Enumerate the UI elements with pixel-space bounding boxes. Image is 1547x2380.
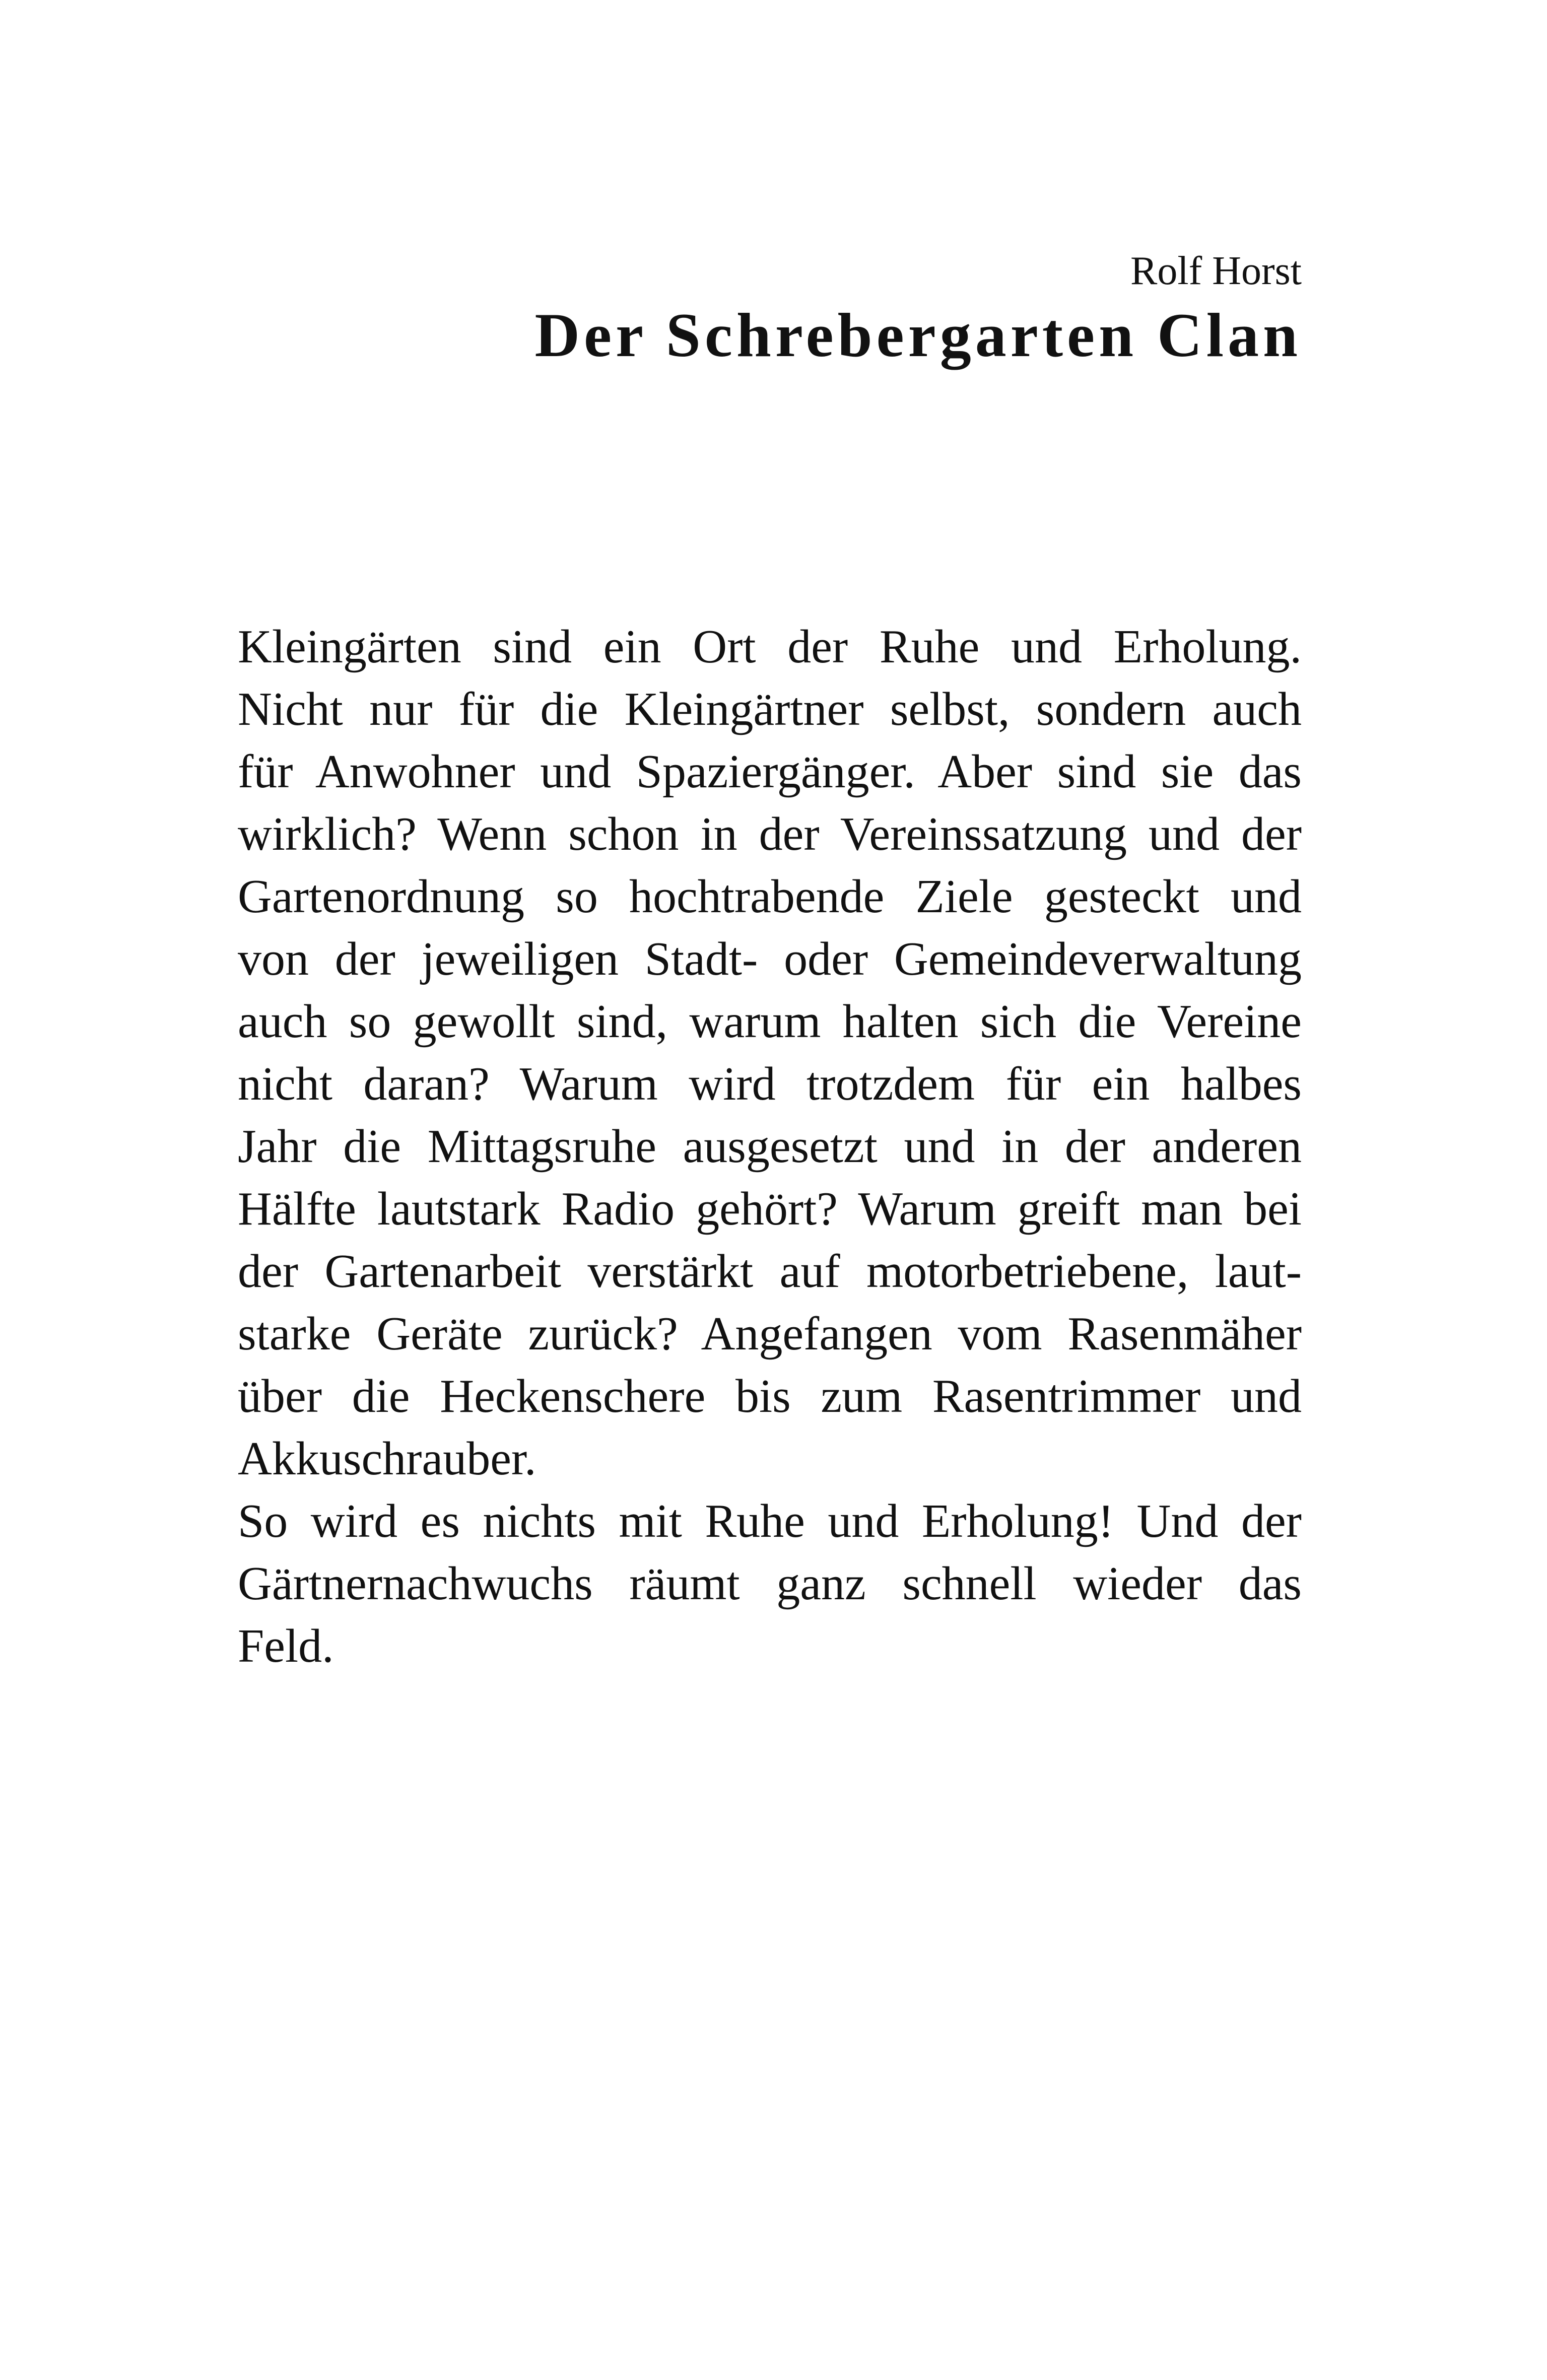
text-line: Jahr die Mittagsruhe ausgesetzt und in der anderen bbox=[238, 1120, 1302, 1173]
text-line: von der jeweiligen Stadt- oder Gemeindeverwaltung bbox=[238, 933, 1302, 985]
text-line: Akkuschrauber. bbox=[238, 1433, 536, 1485]
text-line: Feld. bbox=[238, 1620, 334, 1672]
text-line: wirklich? Wenn schon in der Vereinssatzung und der bbox=[238, 808, 1302, 860]
text-line: Kleingärten sind ein Ort der Ruhe und Erholung. bbox=[238, 621, 1302, 673]
page-header bbox=[238, 246, 1302, 371]
text-line: Gartenordnung so hochtrabende Ziele gesteckt und bbox=[238, 870, 1302, 923]
text-line: Hälfte lautstark Radio gehört? Warum greift man bei bbox=[238, 1183, 1302, 1235]
blurb-text bbox=[238, 616, 1302, 1677]
text-line: So wird es nichts mit Ruhe und Erholung! Und der bbox=[238, 1495, 1302, 1547]
text-line: Nicht nur für die Kleingärtner selbst, sondern auch bbox=[238, 683, 1302, 735]
text-line: starke Geräte zurück? Angefangen vom Rasenmäher bbox=[238, 1308, 1302, 1360]
text-line: auch so gewollt sind, warum halten sich die Vereine bbox=[238, 995, 1302, 1048]
text-line: über die Heckenschere bis zum Rasentrimmer und bbox=[238, 1370, 1302, 1422]
text-line: Gärtnernachwuchs räumt ganz schnell wieder das bbox=[238, 1557, 1302, 1610]
text-line: der Gartenarbeit verstärkt auf motorbetriebene, laut- bbox=[238, 1245, 1302, 1298]
text-line: für Anwohner und Spaziergänger. Aber sind sie das bbox=[238, 745, 1302, 798]
author-name: Rolf Horst bbox=[1130, 249, 1302, 293]
text-line: nicht daran? Warum wird trotzdem für ein halbes bbox=[238, 1058, 1302, 1110]
book-title: Der Schrebergarten Clan bbox=[534, 301, 1302, 370]
